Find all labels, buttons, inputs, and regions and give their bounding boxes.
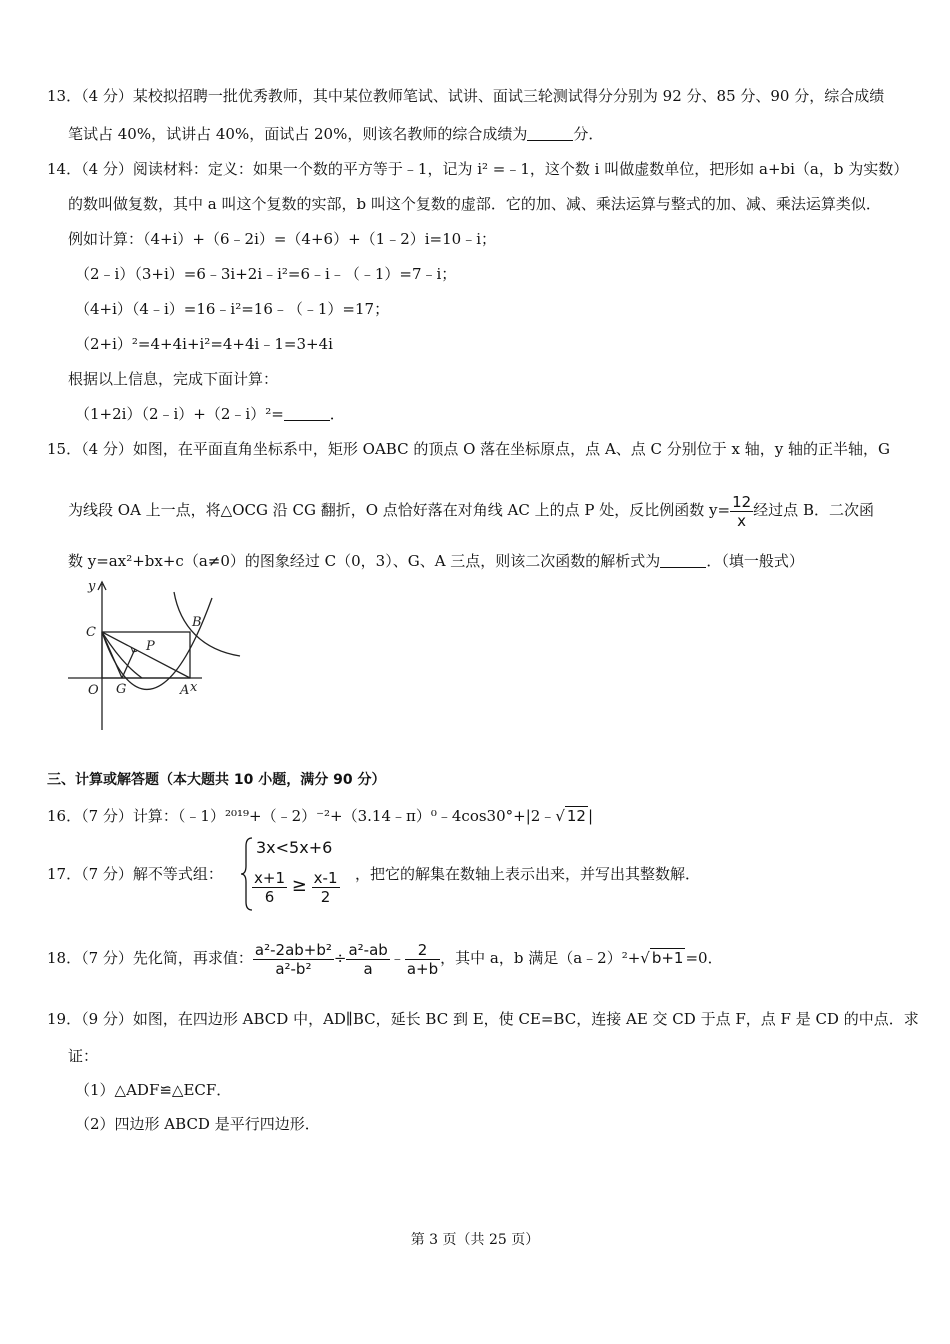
q18-frac1-num: a²-2ab+b² [254,940,332,959]
label-B: B [192,615,202,630]
q13-line2a: 笔试占 40%，试讲占 40%，面试占 20%，则该名教师的综合成绩为 [68,125,528,143]
q19-line2: 证： [68,1047,99,1065]
q18-minus: ﹣ [389,949,405,967]
q17-lead: 17．（7 分）解不等式组： [47,865,223,883]
q18-frac1 [253,941,334,978]
q13-line2 [68,124,603,144]
q14-example4: （2+i）²=4+4i+i²=4+4i﹣1=3+4i [75,335,333,353]
q14-task: （1+2i）（2﹣i）+（2﹣i）²= ． [75,405,345,423]
q18-frac3 [405,941,440,978]
q18-lead: 18．（7 分）先化简，再求值： [47,949,253,967]
q14-example2: （2﹣i）（3+i）=6﹣3i+2i﹣i²=6﹣i﹣（﹣1）=7﹣i； [75,265,457,283]
q16-text: 16．（7 分）计算：（﹣1）²⁰¹⁹+（﹣2）⁻²+（3.14﹣π）⁰﹣4cos30°+|2﹣ [47,807,556,825]
q18-radicand: b+1 [651,949,684,967]
q16-line [47,806,593,826]
q15-line3b: ．（填一般式） [706,552,804,570]
q15-line3 [68,551,804,571]
label-x: x [190,680,198,695]
q19-line1: 19．（9 分）如图，在四边形 ABCD 中，AD∥BC，延长 BC 到 E，使 CE=BC，连接 AE 交 CD 于点 F，点 F 是 CD 的中点．求 [47,1010,919,1028]
label-P: P [146,639,155,654]
q15-answer-blank [660,553,706,568]
q15-frac-den: x [737,511,747,530]
q15-frac-num: 12 [732,492,752,511]
q18-frac3-den: a+b [406,959,439,978]
q18-line [47,938,723,978]
page-footer: 第 3 页（共 25 页） [410,1232,540,1248]
q14-example3: （4+i）（4﹣i）=16﹣i²=16﹣（﹣1）=17； [75,300,390,318]
q15-line1: 15．（4 分）如图，在平面直角坐标系中，矩形 OABC 的顶点 O 落在坐标原点，点 A、点 C 分别位于 x 轴，y 轴的正半轴，G [47,440,891,458]
q15-line2a: 为线段 OA 上一点，将△OCG 沿 CG 翻折，O 点恰好落在对角线 AC 上的点 P 处，反比例函数 y= [68,501,731,519]
label-C: C [86,625,96,640]
q19-part1: （1）△ADF≌△ECF． [75,1081,232,1099]
q18-frac3-num: 2 [405,941,440,960]
label-y: y [88,579,96,594]
q18-frac1-den: a²-b² [275,959,312,978]
q15-line2b: 经过点 B．二次函 [753,501,874,519]
q14-answer-blank [284,406,330,421]
q17-ineq1: 3x<5x+6 [256,838,333,857]
q17-frac1-den: 6 [264,887,275,906]
q15-line2 [68,490,874,530]
q16-sqrt: √ 12 [555,807,586,825]
q16-radicand: 12 [566,807,586,825]
fold-arc [102,632,142,678]
segment-GP [122,649,135,678]
q14-line2: 的数叫做复数，其中 a 叫这个复数的实部，b 叫这个复数的虚部．它的加、减、乘法运算与整式的加、减、乘法运算类似． [68,195,881,213]
parabola [102,598,212,689]
q17-ineq2 [252,866,340,906]
q14-example1: 例如计算：（4+i）+（6﹣2i）=（4+6）+（1﹣2）i=10﹣i； [68,230,496,248]
q17-frac2-num: x-1 [313,868,338,887]
q18-div: ÷ [333,949,347,967]
q13-answer-blank [527,126,573,141]
q14-line1: 14．（4 分）阅读材料：定义：如果一个数的平方等于﹣1，记为 i² =﹣1，这个数 i 叫做虚数单位，把形如 a+bi（a，b 为实数） [47,160,909,178]
q13-line1: 13．（4 分）某校拟招聘一批优秀教师，其中某位教师笔试、试讲、面试三轮测试得分分别为 92 分、85 分、90 分，综合成绩 [47,87,885,105]
q18-tail2: =0． [685,949,723,967]
label-A: A [180,683,190,698]
q18-frac2 [346,941,389,978]
q13-line2b: 分． [573,125,604,143]
q18-sqrt: √ b+1 [640,949,684,967]
q15-line3a: 数 y=ax²+bx+c（a≠0）的图象经过 C（0，3）、G、A 三点，则该二次函数的解析式为 [68,552,661,570]
q14-prompt: 根据以上信息，完成下面计算： [68,370,279,388]
q18-tail1: ，其中 a，b 满足（a﹣2）²+ [440,949,641,967]
label-O: O [88,683,99,698]
q15-fraction [730,493,753,530]
q18-frac2-num: a²-ab [348,940,388,959]
q17-frac2-den: 2 [320,887,331,906]
q14-task-text: （1+2i）（2﹣i）+（2﹣i）²= [75,405,284,423]
q15-figure [62,578,247,736]
q17-tail: ，把它的解集在数轴上表示出来，并写出其整数解． [355,865,701,883]
q17-relation: ≥ [291,875,307,896]
section-3-title: 三、计算或解答题（本大题共 10 小题，满分 90 分） [47,772,386,788]
q17-frac2 [312,869,340,906]
q17-frac1 [252,869,287,906]
label-G: G [116,682,127,697]
q19-part2: （2）四边形 ABCD 是平行四边形． [75,1115,320,1133]
hyperbola [174,592,240,656]
q17-frac1-num: x+1 [254,868,285,887]
q16-end: | [587,807,594,825]
q18-frac2-den: a [363,959,373,978]
